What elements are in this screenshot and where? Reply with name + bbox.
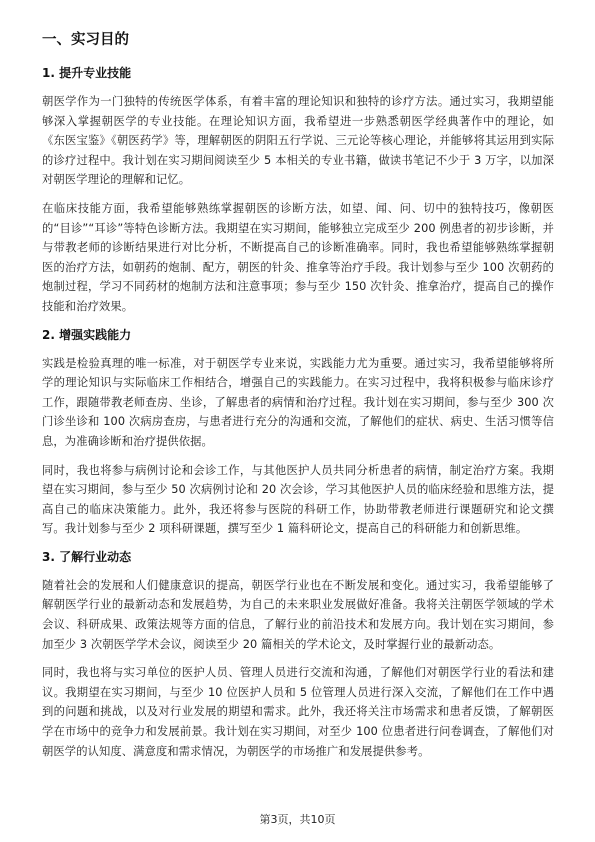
paragraph: 同时，我也将与实习单位的医护人员、管理人员进行交流和沟通，了解他们对朝医学行业的看法和建议。我期望在实习期间，与至少 10 位医护人员和 5 位管理人员进行深入交流，了解他们在工作中遇到的问题和挑战，以及对行业发展的期望和需求。此外，我还将关注市场需求和患者反馈，了解朝医学在市场中的竞争力和发展前景。我计划在实习期间，对至少 100 位患者进行问卷调查，了解他们对朝医学的认知度、满意度和需求情况，为朝医学的市场推广和发展提供参考。 bbox=[42, 666, 554, 758]
section-1 bbox=[42, 64, 554, 317]
page-number: 第3页，共10页 bbox=[259, 813, 336, 826]
section-title: 2. 增强实践能力 bbox=[42, 327, 132, 342]
paragraph: 随着社会的发展和人们健康意识的提高，朝医学行业也在不断发展和变化。通过实习，我希望能够了解朝医学行业的最新动态和发展趋势，为自己的未来职业发展做好准备。我将关注朝医学领域的学术会议、科研成果、政策法规等方面的信息，了解行业的前沿技术和发展方向。我计划在实习期间，参加至少 3 次朝医学学术会议，阅读至少 20 篇相关的学术论文，及时掌握行业的最新动态。 bbox=[42, 578, 554, 651]
section-title: 1. 提升专业技能 bbox=[42, 66, 132, 80]
section-title: 3. 了解行业动态 bbox=[42, 549, 132, 564]
section-3 bbox=[42, 548, 554, 761]
paragraph: 在临床技能方面，我希望能够熟练掌握朝医的诊断方法，如望、闻、问、切中的独特技巧，像朝医的“目诊”“耳诊”等特色诊断方法。我期望在实习期间，能够独立完成至少 200 例患者的初步诊断，并与带教老师的诊断结果进行对比分析，不断提高自己的诊断准确率。同时，我也希望能够熟练掌握朝医的治疗方法，如朝药的炮制、配方，朝医的针灸、推拿等治疗手段。我计划参与至少 100 次朝药的炮制过程，学习不同药材的炮制方法和注意事项；参与至少 150 次针灸、推拿治疗，提高自己的操作技能和治疗效果。 bbox=[42, 201, 554, 313]
paragraph: 朝医学作为一门独特的传统医学体系，有着丰富的理论知识和独特的诊疗方法。通过实习，我期望能够深入掌握朝医学的专业技能。在理论知识方面，我希望进一步熟悉朝医学经典著作中的理论，如《东医宝鉴》《朝医药学》等，理解朝医的阴阳五行学说、三元论等核心理论，并能够将其运用到实际的诊疗过程中。我计划在实习期间阅读至少 5 本相关的专业书籍，做读书笔记不少于 3 万字，以加深对朝医学理论的理解和记忆。 bbox=[42, 95, 554, 187]
section-2 bbox=[42, 326, 554, 539]
chapter-heading: 一、实习目的 bbox=[42, 32, 129, 48]
page-content bbox=[42, 30, 554, 770]
paragraph: 同时，我也将参与病例讨论和会诊工作，与其他医护人员共同分析患者的病情，制定治疗方案。我期望在实习期间，参与至少 50 次病例讨论和 20 次会诊，学习其他医护人员的临床经验和思维方法，提高自己的临床决策能力。此外，我还将参与医院的科研工作，协助带教老师进行课题研究和论文撰写。我计划参与至少 2 项科研课题，撰写至少 1 篇科研论文，提高自己的科研能力和创新思维。 bbox=[42, 463, 554, 536]
paragraph: 实践是检验真理的唯一标准，对于朝医学专业来说，实践能力尤为重要。通过实习，我希望能够将所学的理论知识与实际临床工作相结合，增强自己的实践能力。在实习过程中，我将积极参与临床诊疗工作，跟随带教老师查房、坐诊，了解患者的病情和治疗过程。我计划在实习期间，参与至少 300 次门诊坐诊和 100 次病房查房，与患者进行充分的沟通和交流，了解他们的症状、病史、生活习惯等信息，为准确诊断和治疗提供依据。 bbox=[42, 356, 554, 448]
